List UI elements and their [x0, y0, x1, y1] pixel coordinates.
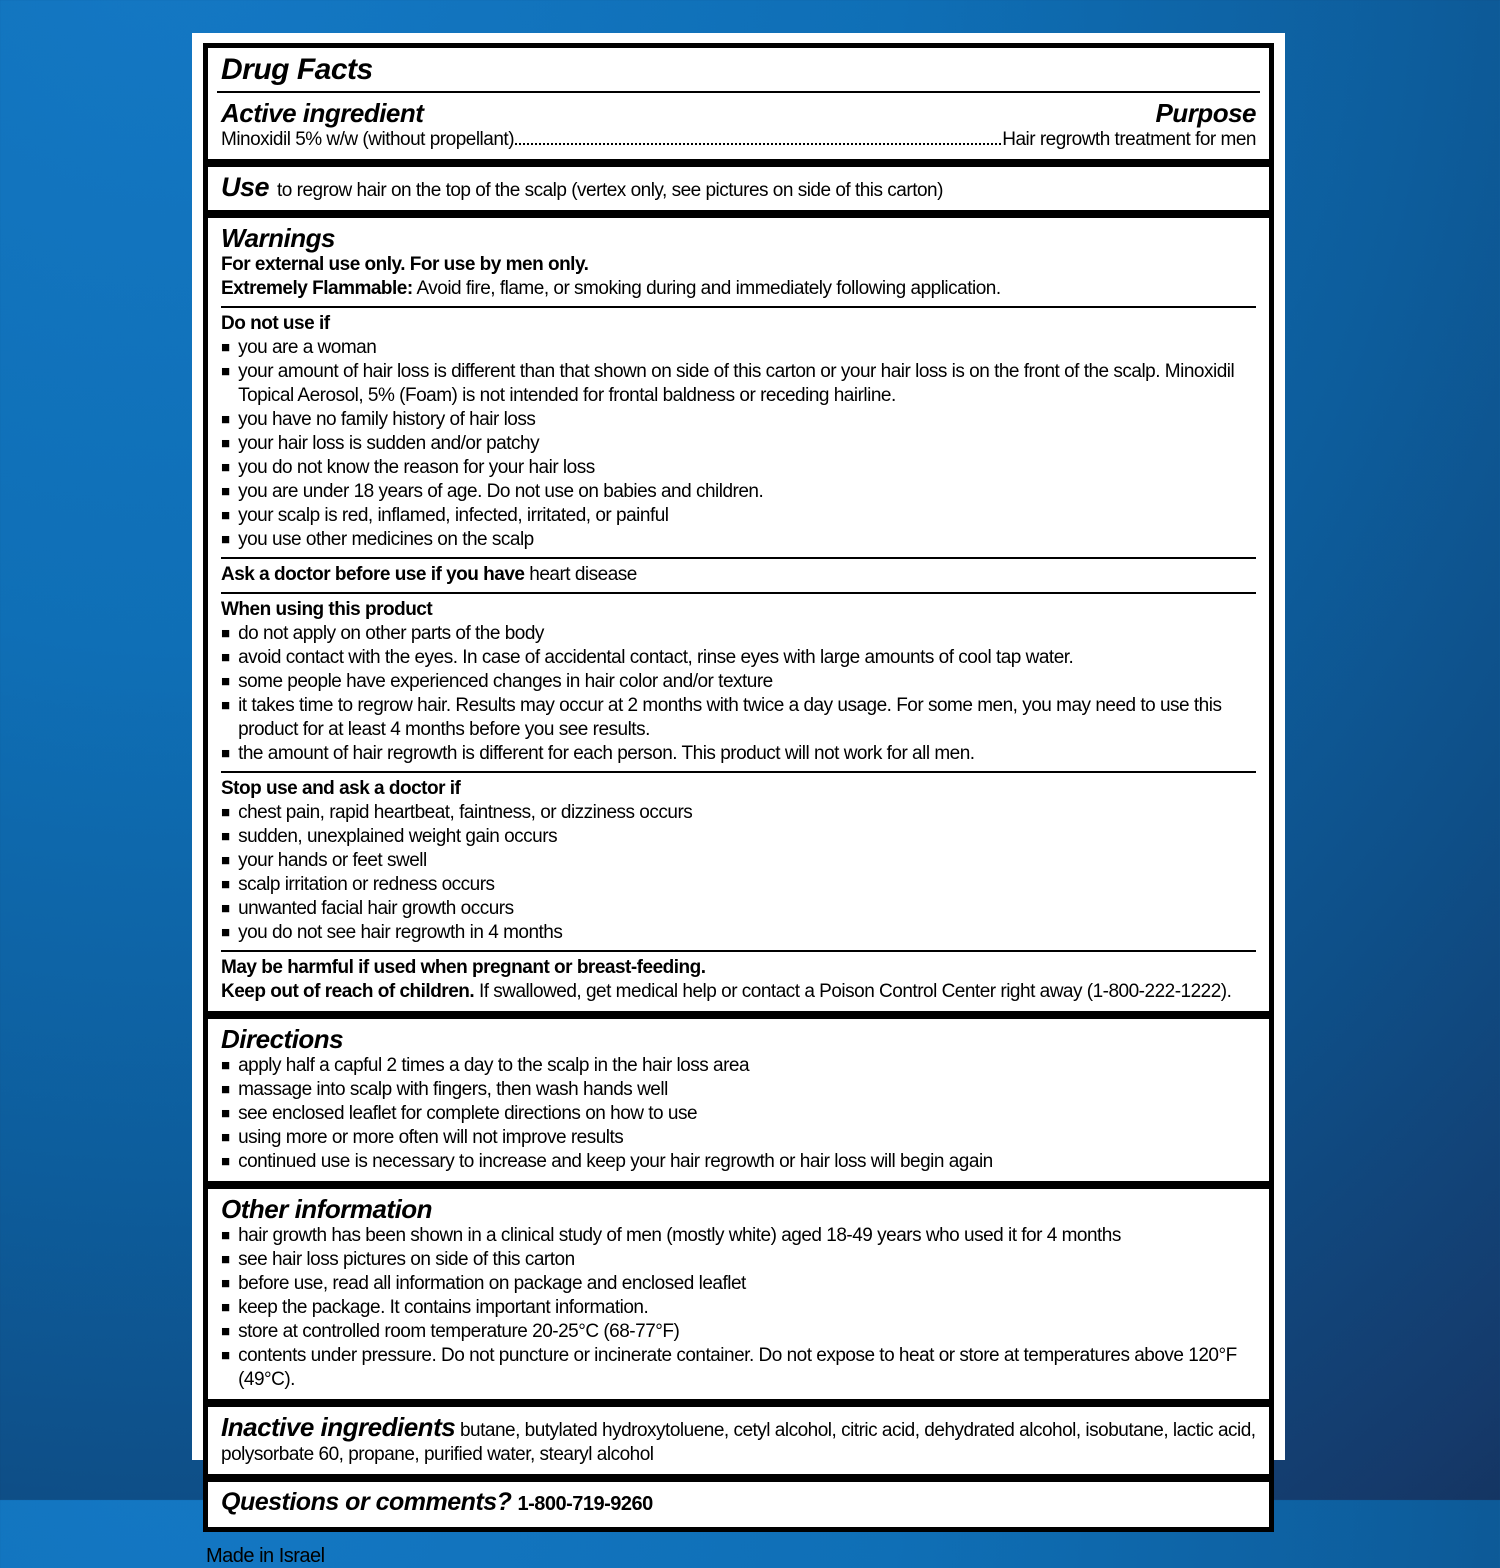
stop-use-heading: Stop use and ask a doctor if: [221, 778, 461, 799]
list-item: ■ hair growth has been shown in a clinical study of men (mostly white) aged 18-49 years who used it for 4 months: [221, 1225, 1121, 1246]
list-item: ■ do not apply on other parts of the body: [221, 623, 544, 644]
stop-use-list: [221, 801, 1256, 945]
pregnancy-block: [221, 952, 1256, 1004]
list-item: ■ your hair loss is sudden and/or patchy: [221, 433, 540, 454]
bullet-square-icon: ■: [221, 1323, 231, 1340]
use-text: to regrow hair on the top of the scalp (vertex only, see pictures on side of this carton): [277, 180, 943, 201]
section-bar: [208, 1181, 1269, 1189]
do-not-use-block: [221, 308, 1256, 557]
list-item: ■ you use other medicines on the scalp: [221, 529, 534, 550]
list-item: ■ your hands or feet swell: [221, 850, 427, 871]
flammable-label: Extremely Flammable:: [221, 278, 413, 299]
section-title: [208, 48, 1269, 91]
pregnant-line: May be harmful if used when pregnant or breast-feeding.: [221, 957, 706, 978]
bullet-square-icon: ■: [221, 507, 231, 524]
list-item: ■ you have no family history of hair loss: [221, 409, 536, 430]
bullet-square-icon: ■: [221, 1251, 231, 1268]
list-item: ■ you do not see hair regrowth in 4 months: [221, 922, 563, 943]
section-active-ingredient: [208, 93, 1269, 159]
list-item: ■ massage into scalp with fingers, then wash hands well: [221, 1079, 668, 1100]
when-using-block: [221, 594, 1256, 771]
inactive-ingredients-text: butane, butylated hydroxytoluene, cetyl alcohol, citric acid, dehydrated alcohol, isobutane, lactic acid, polysorbate 60, propane, purified water, stearyl alcohol: [221, 1420, 1256, 1465]
bullet-square-icon: ■: [221, 531, 231, 548]
bullet-square-icon: ■: [221, 411, 231, 428]
section-inactive-ingredients: [208, 1407, 1269, 1474]
bullet-square-icon: ■: [221, 852, 231, 869]
bullet-square-icon: ■: [221, 876, 231, 893]
bullet-square-icon: ■: [221, 1347, 231, 1364]
bullet-square-icon: ■: [221, 828, 231, 845]
bullet-square-icon: ■: [221, 1299, 231, 1316]
directions-heading: Directions: [221, 1024, 344, 1054]
flammable-text: Avoid fire, flame, or smoking during and immediately following application.: [416, 278, 1001, 299]
list-item: ■ chest pain, rapid heartbeat, faintness, or dizziness occurs: [221, 802, 693, 823]
drug-facts-title: Drug Facts: [221, 53, 373, 86]
list-item: ■ scalp irritation or redness occurs: [221, 874, 495, 895]
section-use: [208, 167, 1269, 210]
section-bar: [208, 210, 1269, 218]
list-item: ■ continued use is necessary to increase and keep your hair regrowth or hair loss will begin again: [221, 1151, 993, 1172]
other-information-list: [221, 1224, 1256, 1392]
bullet-square-icon: ■: [221, 1227, 231, 1244]
made-in-text: Made in Israel: [206, 1545, 325, 1567]
bullet-square-icon: ■: [221, 900, 231, 917]
drug-facts-box: [203, 43, 1274, 1532]
keep-out-text: If swallowed, get medical help or contact a Poison Control Center right away (1-800-222-1222).: [478, 981, 1232, 1002]
list-item: ■ using more or more often will not improve results: [221, 1127, 624, 1148]
list-item: ■ it takes time to regrow hair. Results may occur at 2 months with twice a day usage. For some men, you may need to use this product for at least 4 months before you see results.: [221, 695, 1222, 740]
when-using-list: [221, 622, 1256, 766]
other-information-heading: Other information: [221, 1194, 433, 1224]
list-item: ■ unwanted facial hair growth occurs: [221, 898, 514, 919]
purpose-value: Hair regrowth treatment for men: [1002, 129, 1256, 150]
section-bar: [208, 1399, 1269, 1407]
list-item: ■ you are under 18 years of age. Do not use on babies and children.: [221, 481, 764, 502]
section-directions: [208, 1019, 1269, 1181]
ask-doctor-block: [221, 559, 1256, 592]
inactive-ingredients-heading: Inactive ingredients: [221, 1412, 456, 1442]
bullet-square-icon: ■: [221, 745, 231, 762]
list-item: ■ your scalp is red, inflamed, infected, irritated, or painful: [221, 505, 669, 526]
section-bar: [208, 1011, 1269, 1019]
bullet-square-icon: ■: [221, 435, 231, 452]
section-other-information: [208, 1189, 1269, 1399]
section-bar: [208, 1474, 1269, 1482]
flammable-line: [221, 277, 1256, 301]
bullet-square-icon: ■: [221, 1081, 231, 1098]
bullet-square-icon: ■: [221, 1057, 231, 1074]
bullet-square-icon: ■: [221, 1129, 231, 1146]
bullet-square-icon: ■: [221, 363, 231, 380]
list-item: ■ your amount of hair loss is different than that shown on side of this carton or your hair loss is on the front of the scalp. Minoxidil Topical Aerosol, 5% (Foam) is not intended for frontal baldness or receding hairline.: [221, 361, 1235, 406]
list-item: ■ store at controlled room temperature 20-25°C (68-77°F): [221, 1321, 680, 1342]
list-item: ■ apply half a capful 2 times a day to the scalp in the hair loss area: [221, 1055, 750, 1076]
bullet-square-icon: ■: [221, 1275, 231, 1292]
bullet-square-icon: ■: [221, 483, 231, 500]
list-item: ■ some people have experienced changes in hair color and/or texture: [221, 671, 773, 692]
list-item: ■ see hair loss pictures on side of this carton: [221, 1249, 575, 1270]
bullet-square-icon: ■: [221, 1153, 231, 1170]
list-item: ■ keep the package. It contains important information.: [221, 1297, 649, 1318]
list-item: ■ sudden, unexplained weight gain occurs: [221, 826, 558, 847]
ask-doctor-bold: Ask a doctor before use if you have: [221, 564, 525, 585]
active-ingredient-heading: Active ingredient: [221, 98, 424, 128]
when-using-heading: When using this product: [221, 599, 433, 620]
do-not-use-heading: Do not use if: [221, 313, 330, 334]
bullet-square-icon: ■: [221, 339, 231, 356]
list-item: ■ you are a woman: [221, 337, 377, 358]
external-use-line: For external use only. For use by men only.: [221, 254, 589, 275]
list-item: ■ you do not know the reason for your hair loss: [221, 457, 595, 478]
dotted-leader: [515, 143, 1001, 145]
bullet-square-icon: ■: [221, 1105, 231, 1122]
questions-heading: Questions or comments?: [221, 1488, 512, 1516]
section-questions: [208, 1482, 1269, 1527]
list-item: ■ contents under pressure. Do not puncture or incinerate container. Do not expose to heat or store at temperatures above 120°F (49°C).: [221, 1345, 1237, 1390]
bullet-square-icon: ■: [221, 459, 231, 476]
label-panel: [192, 33, 1285, 1567]
questions-phone: 1-800-719-9260: [517, 1493, 653, 1515]
bullet-square-icon: ■: [221, 804, 231, 821]
list-item: ■ avoid contact with the eyes. In case of accidental contact, rinse eyes with large amounts of cool tap water.: [221, 647, 1074, 668]
directions-list: [221, 1054, 1256, 1174]
purpose-heading: Purpose: [1155, 98, 1256, 128]
stop-use-block: [221, 773, 1256, 950]
ask-doctor-text: heart disease: [529, 564, 637, 585]
section-warnings: [208, 218, 1269, 1011]
list-item: ■ before use, read all information on package and enclosed leaflet: [221, 1273, 746, 1294]
list-item: ■ the amount of hair regrowth is different for each person. This product will not work for all men.: [221, 743, 975, 764]
list-item: ■ see enclosed leaflet for complete directions on how to use: [221, 1103, 698, 1124]
do-not-use-list: [221, 336, 1256, 552]
bullet-square-icon: ■: [221, 697, 231, 714]
active-ingredient-name: Minoxidil 5% w/w (without propellant): [221, 129, 515, 150]
bullet-square-icon: ■: [221, 649, 231, 666]
use-heading: Use: [221, 172, 270, 202]
bullet-square-icon: ■: [221, 924, 231, 941]
bullet-square-icon: ■: [221, 673, 231, 690]
keep-out-label: Keep out of reach of children.: [221, 981, 475, 1002]
section-bar: [208, 159, 1269, 167]
warnings-heading: Warnings: [221, 223, 335, 253]
bullet-square-icon: ■: [221, 625, 231, 642]
